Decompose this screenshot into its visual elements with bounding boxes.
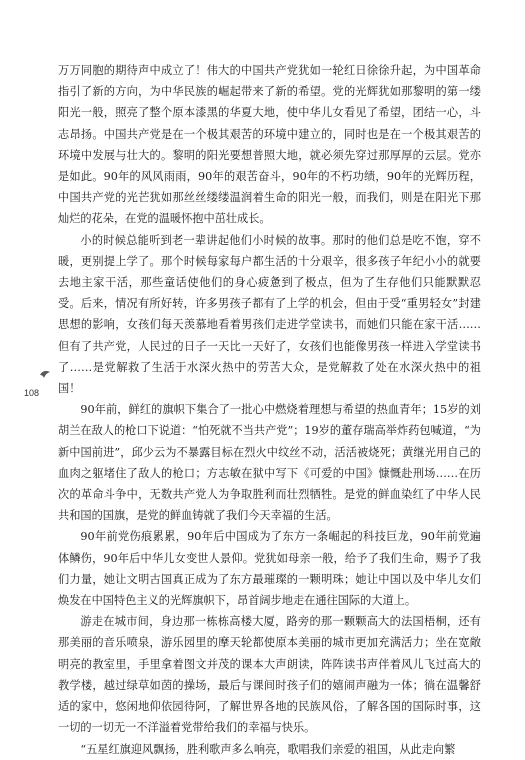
paragraph-continued: 万万同胞的期待声中成立了！伟大的中国共产党犹如一轮红日徐徐升起，为中国革命指引了新的方向，为中华民族的崛起带来了新的希望。党的光辉犹如那黎明的第一缕阳光一般，照亮了整个原本漆黑的华夏大地，使中华儿女看见了希望，团结一心，斗志昂扬。中国共产党是在一个极其艰苦的环境中建立的，同时也是在一个极其艰苦的环境中发展与壮大的。黎明的阳光要想普照大地，就必须先穿过那厚厚的云层。党亦是如此。90年的风风雨雨，90年的艰苦奋斗，90年的不朽功绩，90年的光辉历程，中国共产党的光芒犹如那丝丝缕缕温润着生命的阳光一般，而我们，则是在阳光下那灿烂的花朵，在党的温暖怀抱中茁壮成长。 [58, 64, 481, 226]
page-ornament-icon [38, 366, 52, 380]
paragraph-childhood-stories: 小的时候总能听到老一辈讲起他们小时候的故事。那时的他们总是吃不饱，穿不暖，更别提上学了。那个时候每家每户都生活的十分艰辛，很多孩子年纪小小的就要去地主家干活，那些童话使他们的身心疲惫到了极点，但为了生存他们只能默默忍受。后来，情况有所好转，许多男孩子都有了上学的机会，但由于受“重男轻女”封建思想的影响，女孩们每天羡慕地看着男孩们走进学堂读书，而她们只能在家干活……但有了共产党，人民过的日子一天比一天好了，女孩们也能像男孩一样进入学堂读书了……是党解救了生活于水深火热中的劳苦大众，是党解救了处在水深火热中的祖国！ [58, 233, 481, 396]
paragraph-rise: 90年前党伤痕累累，90年后中国成为了东方一条崛起的科技巨龙，90年前党遍体鳞伤，90年后中华儿女变世人景仰。党犹如母亲一般，给予了我们生命，赐予了我们力量，她让文明古国真正成为了东方最璀璨的一颗明珠；她让中国以及中华儿女们焕发在中国特色主义的光辉旗帜下，昂首阔步地走在通往国际的大道上。 [58, 530, 481, 608]
paragraph-song-quote: “五星红旗迎风飘扬，胜利歌声多么响亮，歌唱我们亲爱的祖国，从此走向繁 [80, 742, 456, 756]
paragraph-martyrs: 90年前，鲜红的旗帜下集合了一批心中燃烧着理想与希望的热血青年；15岁的刘胡兰在敌人的枪口下说道：“怕死就不当共产党”；19岁的董存瑞高举炸药包喊道，“为新中国前进”，邱少云为不暴露目标在烈火中纹丝不动，活活被烧死；黄继光用自己的血肉之躯堵住了敌人的枪口；方志敏在狱中写下《可爱的中国》慷慨赴刑场……在历次的革命斗争中，无数共产党人为争取胜利而壮烈牺牲。是党的鲜血染红了中华人民共和国的国旗，是党的鲜血铸就了我们今天幸福的生活。 [58, 403, 481, 523]
page-number: 108 [24, 388, 40, 398]
page-body [58, 60, 481, 760]
paragraph-city-life: 游走在城市间，身边那一栋栋高楼大厦，路旁的那一颗颗高大的法国梧桐，还有那美丽的音乐喷泉，游乐园里的摩天轮都使原本美丽的城市更加充满活力；坐在宽敞明亮的教室里，手里拿着图文并茂的课本大声朗读，阵阵读书声伴着风儿飞过高大的教学楼，越过绿草如茵的操场，最后与课间时孩子们的嬉闹声融为一体；徜在温馨舒适的家中，悠闲地仰依园待阿，了解世界各地的民族风俗，了解各国的国际时事，这一切的一切无一不洋溢着党带给我们的幸福与快乐。 [58, 615, 481, 735]
